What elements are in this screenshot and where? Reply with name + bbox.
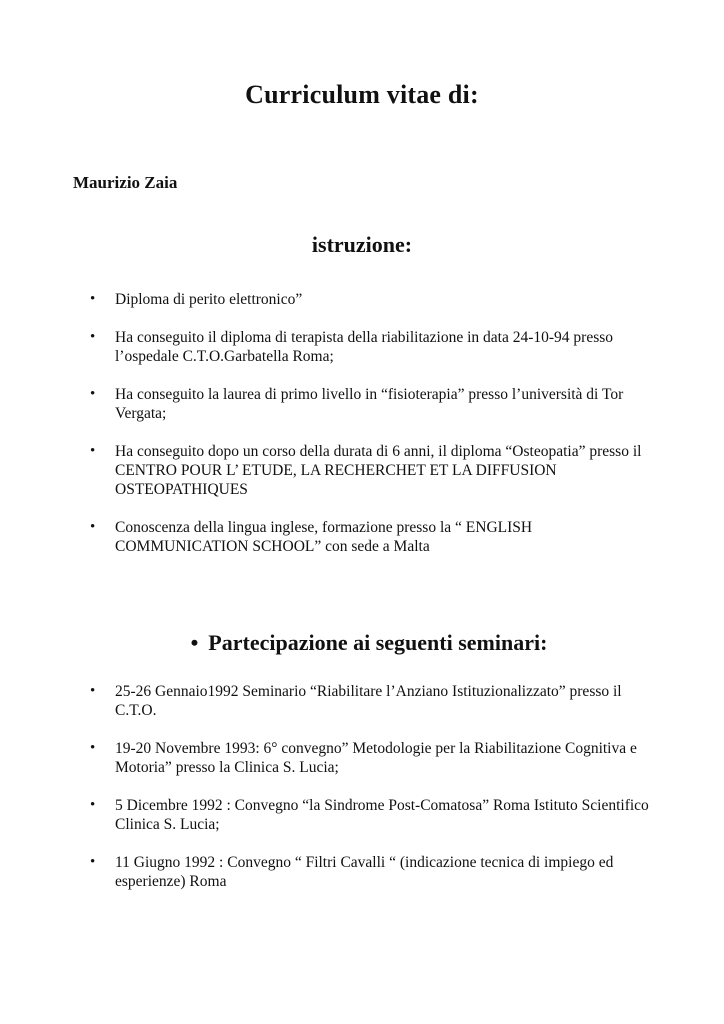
bullet-icon: • bbox=[90, 854, 96, 870]
seminari-heading-text: Partecipazione ai seguenti seminari: bbox=[208, 630, 548, 655]
bullet-icon: • bbox=[90, 443, 96, 459]
list-item-text: 11 Giugno 1992 : Convegno “ Filtri Cavalli “ (indicazione tecnica di impiego ed esperienze) Roma bbox=[115, 854, 614, 890]
list-item bbox=[90, 442, 660, 499]
heading-bullet-icon: • bbox=[190, 630, 199, 655]
istruzione-heading bbox=[0, 232, 724, 258]
list-item-text: Conoscenza della lingua inglese, formazione presso la “ ENGLISH COMMUNICATION SCHOOL” con sede a Malta bbox=[115, 519, 533, 555]
bullet-icon: • bbox=[90, 291, 96, 307]
bullet-icon: • bbox=[90, 519, 96, 535]
bullet-icon: • bbox=[90, 797, 96, 813]
istruzione-list bbox=[90, 290, 660, 575]
list-item-text: 25-26 Gennaio1992 Seminario “Riabilitare l’Anziano Istituzionalizzato” presso il C.T.O. bbox=[115, 683, 622, 719]
list-item bbox=[90, 796, 660, 834]
bullet-icon: • bbox=[90, 683, 96, 699]
list-item bbox=[90, 739, 660, 777]
list-item-text: Ha conseguito dopo un corso della durata di 6 anni, il diploma “Osteopatia” presso il CENTRO POUR L’ ETUDE, LA RECHERCHET ET LA DIFFUSION OSTEOPATHIQUES bbox=[115, 443, 642, 498]
list-item-text: Diploma di perito elettronico” bbox=[115, 291, 303, 308]
person-name: Maurizio Zaia bbox=[73, 173, 178, 192]
list-item bbox=[90, 518, 660, 556]
seminari-list bbox=[90, 682, 660, 910]
list-item bbox=[90, 682, 660, 720]
list-item bbox=[90, 290, 660, 309]
list-item-text: 19-20 Novembre 1993: 6° convegno” Metodologie per la Riabilitazione Cognitiva e Motoria” presso la Clinica S. Lucia; bbox=[115, 740, 637, 776]
list-item-text: 5 Dicembre 1992 : Convegno “la Sindrome Post-Comatosa” Roma Istituto Scientifico Clinica S. Lucia; bbox=[115, 797, 649, 833]
list-item bbox=[90, 385, 660, 423]
istruzione-heading-text: istruzione: bbox=[311, 232, 413, 257]
list-item-text: Ha conseguito il diploma di terapista della riabilitazione in data 24-10-94 presso l’ospedale C.T.O.Garbatella Roma; bbox=[115, 329, 614, 365]
bullet-icon: • bbox=[90, 329, 96, 345]
bullet-icon: • bbox=[90, 740, 96, 756]
list-item-text: Ha conseguito la laurea di primo livello in “fisioterapia” presso l’università di Tor Vergata; bbox=[115, 386, 624, 422]
bullet-icon: • bbox=[90, 386, 96, 402]
seminari-heading bbox=[0, 630, 724, 656]
list-item bbox=[90, 328, 660, 366]
document-title: Curriculum vitae di: bbox=[245, 80, 479, 109]
list-item bbox=[90, 853, 660, 891]
